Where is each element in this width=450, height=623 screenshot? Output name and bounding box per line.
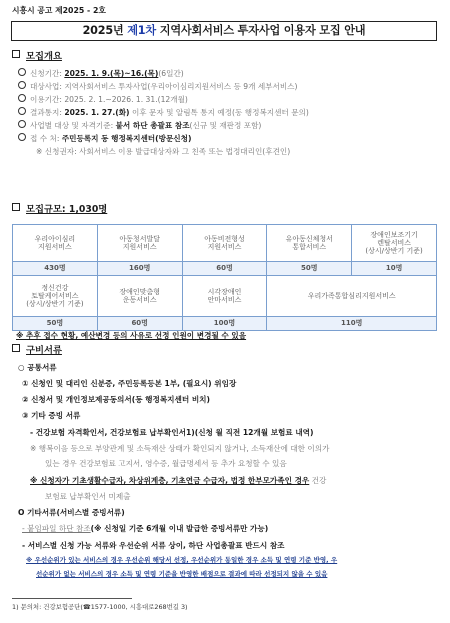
circle-bullet-icon bbox=[18, 68, 26, 76]
docs-other-3-line2: 선순위가 없는 서비스의 경우 소득 및 연령 기준을 반영한 배점으로 결과에 따라 선정되지 않을 수 있음 bbox=[36, 570, 328, 578]
square-bullet-icon bbox=[12, 203, 20, 211]
docs-common-3c-line1 bbox=[30, 476, 326, 485]
docs-other-2: - 서비스별 신청 가능 서류와 우선순위 서류 상이, 하단 사업총괄표 반드시 참조 bbox=[22, 541, 285, 550]
docs-common-3a: - 건강보험 자격확인서, 건강보험료 납부확인서1)(신청 월 직전 12개월 보험료 내역) bbox=[30, 428, 314, 437]
service-count-cell: 50명 bbox=[13, 317, 98, 331]
section-overview-heading bbox=[12, 50, 62, 62]
scale-heading-label: 모집규모: 1,030명 bbox=[26, 204, 108, 215]
circle-bullet-icon bbox=[18, 94, 26, 102]
title-prefix: 2025년 bbox=[82, 24, 128, 37]
footnote-divider bbox=[12, 598, 132, 599]
circle-bullet-icon bbox=[18, 133, 26, 141]
item-extra: (신규 및 재판정 포함) bbox=[189, 121, 262, 130]
title-highlight: 제1차 bbox=[127, 24, 157, 37]
service-name-cell: 우리아이심리 지원서비스 bbox=[13, 225, 98, 262]
applicant-note: ※ 신청권자: 사회서비스 이용 발급대상자와 그 친족 또는 법정대리인(후견인) bbox=[36, 147, 291, 156]
service-count-cell: 110명 bbox=[267, 317, 437, 331]
docs-heading-label: 구비서류 bbox=[26, 345, 62, 356]
item-label: 결과통지: bbox=[30, 108, 62, 117]
service-count-cell: 100명 bbox=[182, 317, 267, 331]
item-value: 지역사회서비스 투자사업(우리아이심리지원서비스 등 9개 세부서비스) bbox=[64, 82, 298, 91]
item-label: 사업별 대상 및 자격기준: bbox=[30, 121, 114, 130]
page-title bbox=[11, 21, 437, 41]
section-scale-heading bbox=[12, 203, 107, 215]
overview-heading-label: 모집개요 bbox=[26, 51, 62, 62]
square-bullet-icon bbox=[12, 50, 20, 58]
item-label: 접 수 처: bbox=[30, 134, 60, 143]
service-count-cell: 160명 bbox=[97, 262, 182, 276]
circle-bullet-icon bbox=[18, 81, 26, 89]
service-count-cell: 50명 bbox=[267, 262, 352, 276]
circle-bullet-icon bbox=[18, 120, 26, 128]
circle-bullet-icon bbox=[18, 107, 26, 115]
service-count-cell: 60명 bbox=[97, 317, 182, 331]
service-name-cell: 우리가족통합심리지원서비스 bbox=[267, 276, 437, 317]
docs-common-3c-line2: 보험료 납부확인서 미제출 bbox=[45, 492, 131, 501]
docs-common-3c-tail: 건강 bbox=[309, 476, 327, 485]
item-label: 신청기간: bbox=[30, 69, 62, 78]
docs-common-2: ② 신청서 및 개인정보제공동의서(동 행정복지센터 비치) bbox=[22, 395, 210, 404]
overview-item bbox=[18, 94, 188, 104]
overview-item bbox=[18, 107, 309, 117]
scale-note: ※ 추후 접수 현황, 예산변경 등의 사유로 선정 인원이 변경될 수 있음 bbox=[16, 331, 247, 340]
service-name-cell: 시각장애인 안마서비스 bbox=[182, 276, 267, 317]
service-count-cell: 430명 bbox=[13, 262, 98, 276]
item-value: 주민등록지 동 행정복지센터(방문신청) bbox=[61, 134, 192, 143]
item-value: 2025. 1. 27.(화) bbox=[64, 108, 130, 117]
service-name-cell: 아동비전형성 지원서비스 bbox=[182, 225, 267, 262]
docs-common-3c-emphasis: ※ 신청자가 기초생활수급자, 차상위계층, 기초연금 수급자, 법정 한부모가족인 경우 bbox=[30, 476, 310, 485]
overview-item bbox=[18, 81, 297, 91]
overview-item bbox=[18, 133, 191, 143]
notice-number: 시흥시 공고 제2025 - 2호 bbox=[12, 6, 106, 15]
square-bullet-icon bbox=[12, 344, 20, 352]
docs-common-3b-line2: 있는 경우 건강보험료 고지서, 영수증, 월급명세서 등 추가 요청할 수 있음 bbox=[45, 459, 287, 468]
docs-other-1-link: - 붙임파일 하단 참조 bbox=[22, 524, 91, 533]
service-count-cell: 60명 bbox=[182, 262, 267, 276]
docs-other-3-line1: ※ 우선순위가 있는 서비스의 경우 우선순위 해당서 선정, 우선순위가 동일한 경우 소득 및 연령 기준 반영, 우 bbox=[26, 556, 338, 564]
docs-common: ○ 공통서류 bbox=[18, 363, 57, 372]
docs-other-1-note: (※ 신청일 기준 6개월 이내 발급한 증빙서류만 가능) bbox=[90, 524, 269, 533]
item-value: 2025. 1. 9.(목)~16.(목) bbox=[64, 69, 159, 78]
service-name-cell: 장애인맞춤형 운동서비스 bbox=[97, 276, 182, 317]
service-count-cell: 10명 bbox=[352, 262, 437, 276]
service-name-cell: 유아동신체청서 통합서비스 bbox=[267, 225, 352, 262]
service-name-cell: 아동청서발달 지원서비스 bbox=[97, 225, 182, 262]
overview-item bbox=[18, 120, 261, 130]
service-name-cell: 정신건강 토탈케어서비스 (상시/상반기 기준) bbox=[13, 276, 98, 317]
item-label: 이용기간: bbox=[30, 95, 62, 104]
footnote: 1) 문의처: 건강보험공단(☎1577-1000, 시흥대로268번길 3) bbox=[12, 603, 188, 611]
item-value: 붙서 하단 총괄표 참조 bbox=[115, 121, 190, 130]
docs-common-3b-line1: ※ 행복이음 등으로 부양관계 및 소득재산 상태가 확인되지 않거나, 소득재산에 대한 이의가 bbox=[30, 444, 330, 453]
docs-common-3: ③ 기타 증빙 서류 bbox=[22, 411, 81, 420]
recruitment-table bbox=[12, 224, 437, 331]
item-extra: 이후 문자 및 알림톡 통지 예정(동 행정복지센터 문의) bbox=[129, 108, 309, 117]
item-extra: (6일간) bbox=[158, 69, 184, 78]
item-value: 2025. 2. 1.~2026. 1. 31.(12개월) bbox=[64, 95, 188, 104]
item-label: 대상사업: bbox=[30, 82, 62, 91]
docs-other-1 bbox=[22, 524, 268, 533]
title-suffix: 지역사회서비스 투자사업 이용자 모집 안내 bbox=[156, 24, 366, 37]
service-name-cell: 장애인보조기기 렌탈서비스 (상시/상반기 기준) bbox=[352, 225, 437, 262]
docs-other: O 기타서류(서비스별 증빙서류) bbox=[18, 508, 125, 517]
overview-item bbox=[18, 68, 184, 78]
docs-common-1: ① 신청인 및 대리인 신분증, 주민등록등본 1부, (필요시) 위임장 bbox=[22, 379, 237, 388]
section-docs-heading bbox=[12, 344, 62, 356]
